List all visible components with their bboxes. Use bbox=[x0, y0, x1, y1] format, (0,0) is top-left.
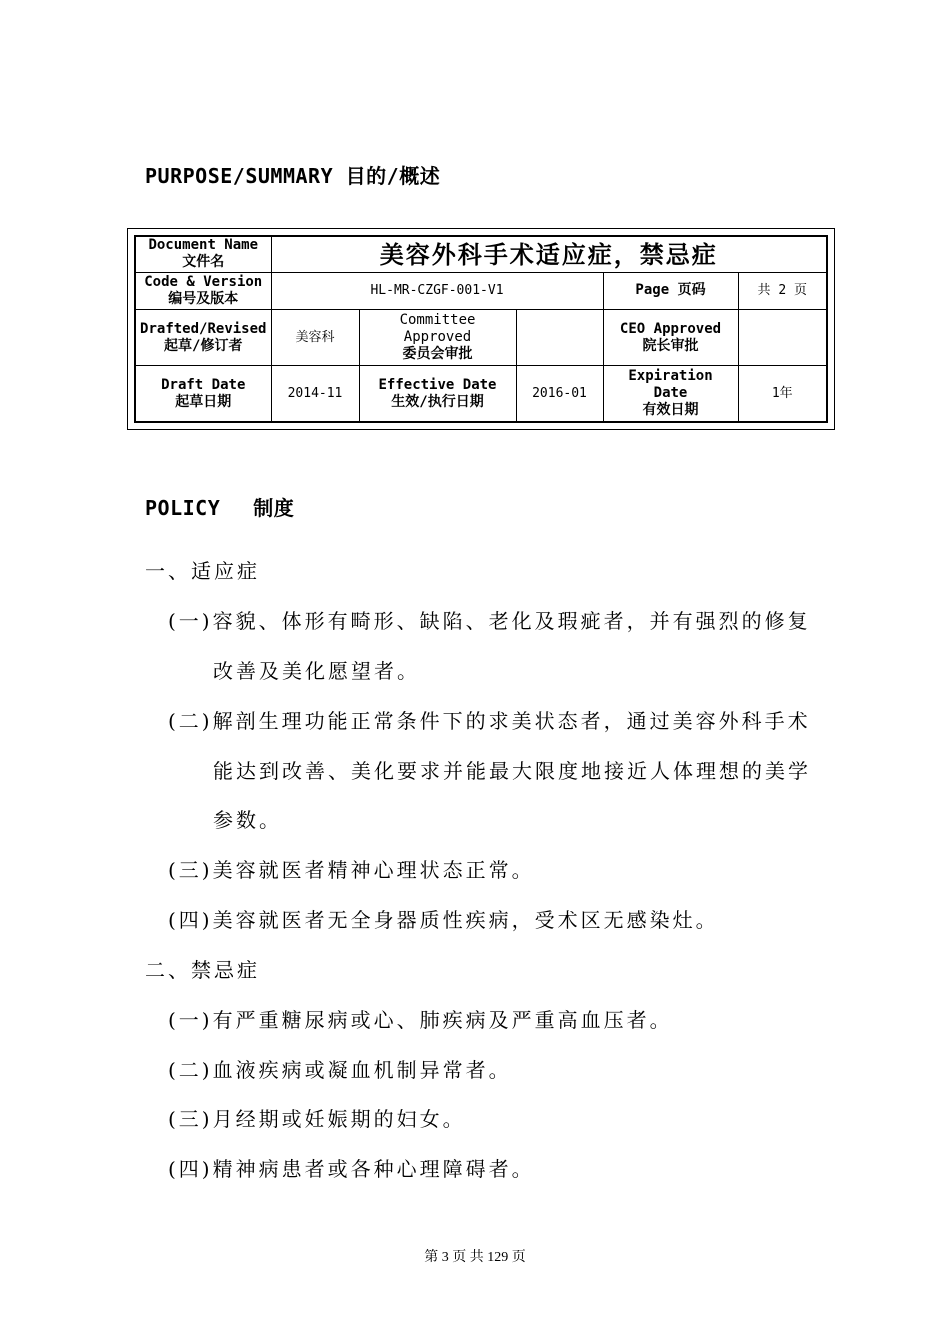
expiration-date-value: 1年 bbox=[738, 366, 827, 422]
page-footer: 第 3 页 共 129 页 bbox=[424, 1250, 526, 1265]
contraindication-item-2: (二)血液疾病或凝血机制异常者。 bbox=[168, 1058, 512, 1082]
indication-item-1-line-1: (一)容貌、体形有畸形、缺陷、老化及瑕疵者，并有强烈的修复 bbox=[168, 609, 811, 633]
drafted-revised-value: 美容科 bbox=[271, 309, 359, 365]
effective-date-label: Effective Date 生效/执行日期 bbox=[359, 366, 516, 422]
document-info-table-frame bbox=[127, 228, 835, 430]
effective-date-value: 2016-01 bbox=[516, 366, 603, 422]
indication-item-3: (三)美容就医者精神心理状态正常。 bbox=[168, 858, 535, 882]
committee-approved-value bbox=[516, 309, 603, 365]
draft-date-label: Draft Date 起草日期 bbox=[135, 366, 271, 422]
contraindication-item-3: (三)月经期或妊娠期的妇女。 bbox=[168, 1107, 466, 1131]
code-version-label: Code & Version 编号及版本 bbox=[135, 272, 271, 309]
page-value: 共 2 页 bbox=[738, 272, 827, 309]
contraindication-item-4: (四)精神病患者或各种心理障碍者。 bbox=[168, 1157, 535, 1181]
page-label: Page 页码 bbox=[603, 272, 738, 309]
contraindications-heading: 二、禁忌症 bbox=[145, 958, 260, 982]
indication-item-2-line-3: 参数。 bbox=[213, 808, 282, 832]
indication-item-2-line-2: 能达到改善、美化要求并能最大限度地接近人体理想的美学 bbox=[213, 759, 811, 783]
ceo-approved-label: CEO Approved 院长审批 bbox=[603, 309, 738, 365]
contraindication-item-1: (一)有严重糖尿病或心、肺疾病及严重高血压者。 bbox=[168, 1008, 673, 1032]
indication-item-4: (四)美容就医者无全身器质性疾病，受术区无感染灶。 bbox=[168, 908, 719, 932]
indications-heading: 一、适应症 bbox=[145, 559, 260, 583]
ceo-approved-value bbox=[738, 309, 827, 365]
expiration-date-label: Expiration Date 有效日期 bbox=[603, 366, 738, 422]
indication-item-2-line-1: (二)解剖生理功能正常条件下的求美状态者，通过美容外科手术 bbox=[168, 709, 811, 733]
indication-item-1-line-2: 改善及美化愿望者。 bbox=[213, 659, 420, 683]
doc-name-label: Document Name 文件名 bbox=[135, 236, 271, 272]
code-version-value: HL-MR-CZGF-001-V1 bbox=[271, 272, 603, 309]
draft-date-value: 2014-11 bbox=[271, 366, 359, 422]
committee-approved-label: Committee Approved 委员会审批 bbox=[359, 309, 516, 365]
doc-title: 美容外科手术适应症，禁忌症 bbox=[271, 236, 827, 272]
drafted-revised-label: Drafted/Revised 起草/修订者 bbox=[135, 309, 271, 365]
document-info-table bbox=[134, 235, 828, 423]
policy-heading: POLICY 制度 bbox=[145, 496, 295, 520]
purpose-summary-heading: PURPOSE/SUMMARY 目的/概述 bbox=[145, 164, 441, 188]
